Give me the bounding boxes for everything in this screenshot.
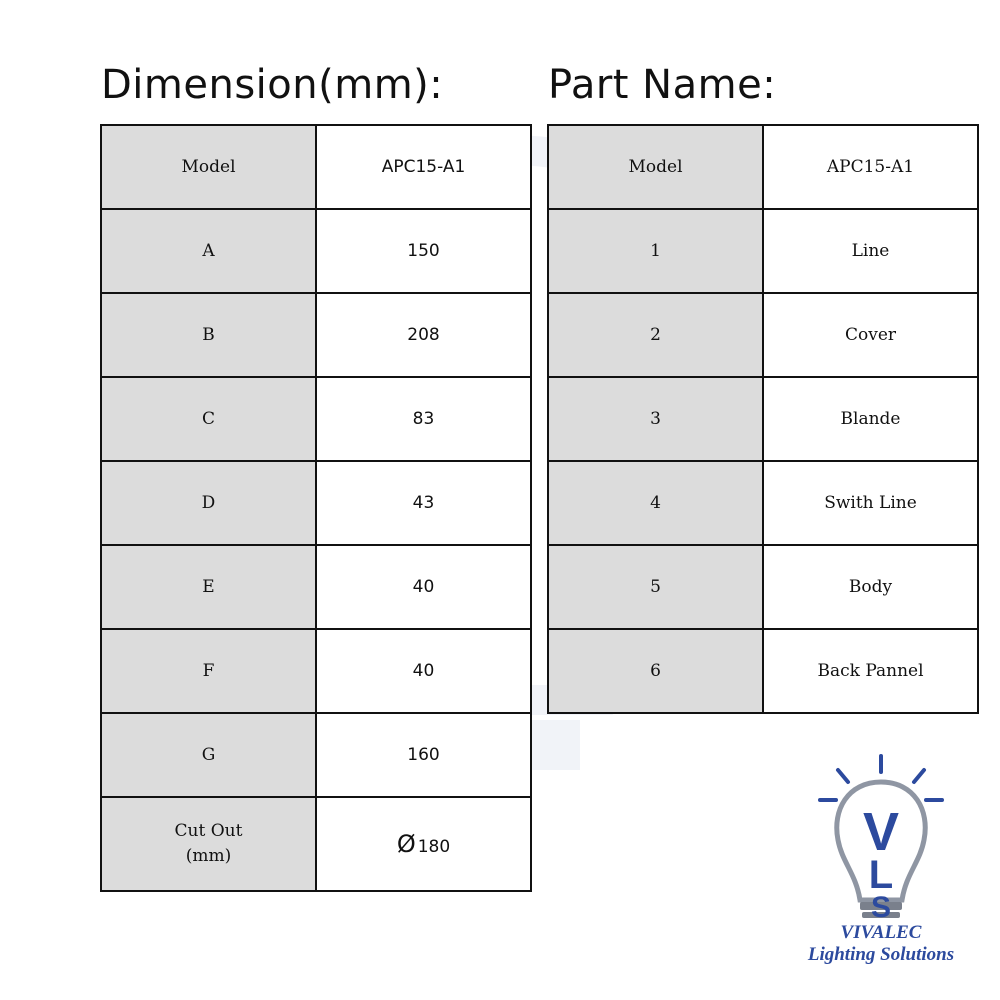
dim-value: 160: [316, 713, 531, 797]
part-name-heading: Part Name:: [548, 62, 777, 108]
dim-key: A: [101, 209, 316, 293]
table-row: [101, 377, 531, 461]
table-row: [101, 209, 531, 293]
dim-key: G: [101, 713, 316, 797]
dim-key: C: [101, 377, 316, 461]
part-name: Body: [763, 545, 978, 629]
dimension-heading: Dimension(mm):: [101, 62, 444, 108]
dim-value: 43: [316, 461, 531, 545]
table-row: [101, 293, 531, 377]
dim-header-key: Model: [101, 125, 316, 209]
part-number: 2: [548, 293, 763, 377]
part-number: 4: [548, 461, 763, 545]
part-header-key: Model: [548, 125, 763, 209]
cutout-key: [101, 797, 316, 891]
dim-value: 40: [316, 545, 531, 629]
table-row: [101, 545, 531, 629]
logo-brand: VIVALEC: [840, 922, 922, 943]
table-row: [548, 461, 978, 545]
part-number: 3: [548, 377, 763, 461]
table-row: [548, 209, 978, 293]
table-row: [548, 545, 978, 629]
dim-header-value: APC15-A1: [316, 125, 531, 209]
table-row: [101, 629, 531, 713]
table-row: [101, 125, 531, 209]
part-name: Swith Line: [763, 461, 978, 545]
part-name: Back Pannel: [763, 629, 978, 713]
dim-key: F: [101, 629, 316, 713]
table-row: [101, 797, 531, 891]
cutout-value: 180: [417, 837, 451, 857]
dim-key: E: [101, 545, 316, 629]
logo-letter-s: S: [870, 891, 892, 924]
dim-value: 40: [316, 629, 531, 713]
part-name: Line: [763, 209, 978, 293]
table-row: [548, 293, 978, 377]
cutout-key-line2: (mm): [185, 846, 232, 866]
dim-value: 83: [316, 377, 531, 461]
cutout-key-line1: Cut Out: [174, 821, 243, 841]
part-number: 6: [548, 629, 763, 713]
logo-tagline: Lighting Solutions: [807, 944, 955, 965]
table-row: [101, 461, 531, 545]
part-number: 5: [548, 545, 763, 629]
part-name: Blande: [763, 377, 978, 461]
cutout-value-cell: [316, 797, 531, 891]
dim-value: 208: [316, 293, 531, 377]
diameter-icon: Ø: [396, 830, 416, 858]
table-row: [101, 713, 531, 797]
logo-letter-v: V: [862, 802, 900, 862]
part-name: Cover: [763, 293, 978, 377]
logo-letter-l: L: [868, 853, 894, 897]
table-row: [548, 629, 978, 713]
part-name-table: [547, 124, 979, 714]
table-row: [548, 377, 978, 461]
table-row: [548, 125, 978, 209]
dim-value: 150: [316, 209, 531, 293]
dimension-table: [100, 124, 532, 892]
part-header-value: APC15-A1: [763, 125, 978, 209]
part-number: 1: [548, 209, 763, 293]
dim-key: B: [101, 293, 316, 377]
dim-key: D: [101, 461, 316, 545]
